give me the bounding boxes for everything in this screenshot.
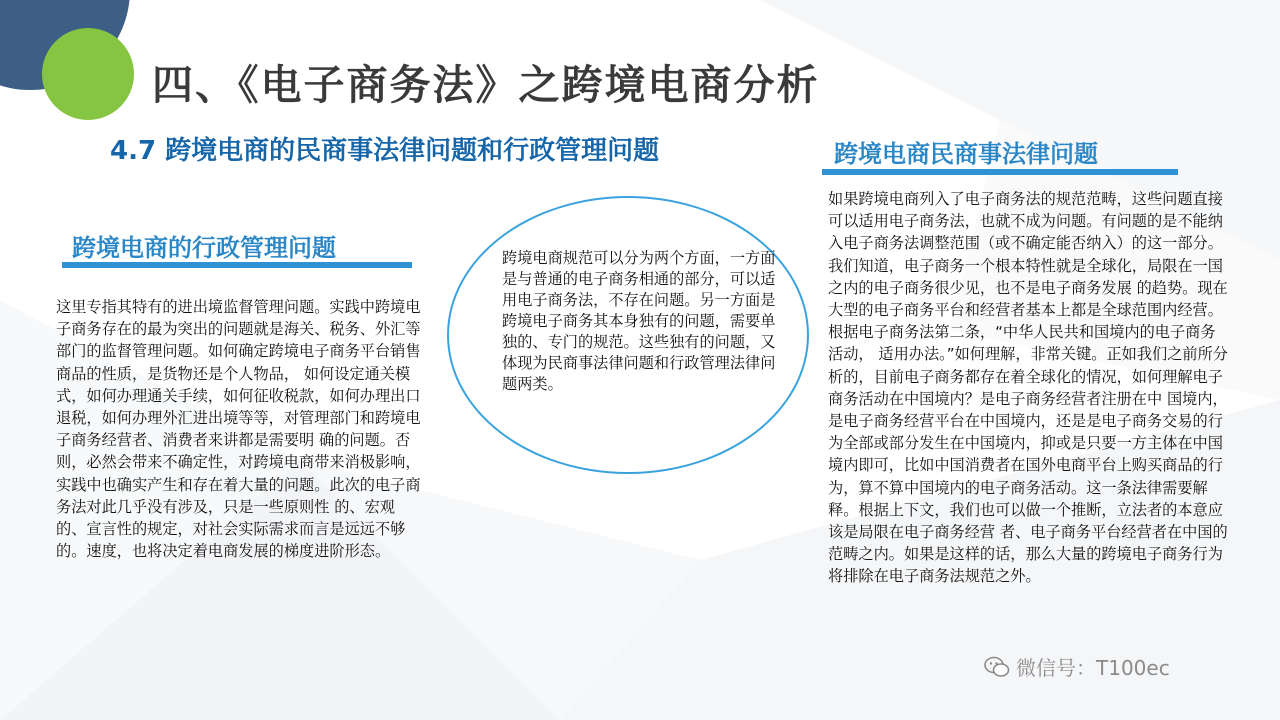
center-ellipse-text: 跨境电商规范可以分为两个方面，一方面是与普通的电子商务相通的部分，可以适用电子商务法，不存在问题。另一方面是跨境电子商务其本身独有的问题，需要单独的、专门的规范。这些独有的问题，又体现为民商事法律问题和行政管理法律问题两类。 bbox=[502, 249, 776, 393]
left-section-underline bbox=[62, 262, 412, 268]
decorative-circle-green bbox=[42, 28, 134, 120]
right-section-body: 如果跨境电商列入了电子商务法的规范范畴，这些问题直接可以适用电子商务法，也就不成为问题。有问题的是不能纳 入电子商务法调整范围（或不确定能否纳入）的这一部分。我们知道，电子商务一个根本特性就是全球化，局限在一国之内的电子商务很少见，也不是电子商务发展 的趋势。现在大型的电子商务平台和经营者基本上都是全球范围内经营。根据电子商务法第二条，“中华人民共和国境内的电子商务活动， 适用办法。”如何理解，非常关键。正如我们之前所分析的，目前电子商务都存在着全球化的情况，如何理解电子商务活动在中国境内？是电子商务经营者注册在中 国境内，是电子商务经营平台在中国境内，还是是电子商务交易的行为全部或部分发生在中国境内，抑或是只要一方主体在中国境内即可，比如中国消费者在国外电商平台上购买商品的行为，算不算中国境内的电子商务活动。这一条法律需要解释。根据上下文，我们也可以做一个推断，立法者的本意应该是局限在电子商务经营 者、电子商务平台经营者在中国的范畴之内。如果是这样的话，那么大量的跨境电子商务行为将排除在电子商务法规范之外。 bbox=[828, 190, 1228, 586]
watermark-text: 微信号：T100ec bbox=[1016, 656, 1170, 680]
left-section-heading: 跨境电商的行政管理问题 bbox=[72, 234, 336, 262]
wechat-icon bbox=[984, 656, 1010, 678]
watermark bbox=[984, 652, 1170, 681]
slide-subtitle: 4.7 跨境电商的民商事法律问题和行政管理问题 bbox=[110, 136, 660, 166]
left-section-body: 这里专指其特有的进出境监督管理问题。实践中跨境电子商务存在的最为突出的问题就是海关、税务、外汇等部门的监督管理问题。如何确定跨境电子商务平台销售商品的性质，是货物还是个人物品， 如何设定通关模式，如何办理通关手续，如何征收税款，如何办理出口退税，如何办理外汇进出境等等，对管理部门和跨境电子商务经营者、消费者来讲都是需要明 确的问题。否则，必然会带来不确定性，对跨境电商带来消极影响，实践中也确实产生和存在着大量的问题。此次的电子商务法对此几乎没有涉及，只是一些原则性 的、宏观的、宣言性的规定，对社会实际需求而言是远远不够的。速度，也将决定着电商发展的梯度进阶形态。 bbox=[56, 298, 421, 561]
slide-title: 四、《电子商务法》之跨境电商分析 bbox=[152, 61, 820, 109]
right-section-heading: 跨境电商民商事法律问题 bbox=[834, 140, 1098, 168]
right-section-underline bbox=[822, 169, 1178, 175]
